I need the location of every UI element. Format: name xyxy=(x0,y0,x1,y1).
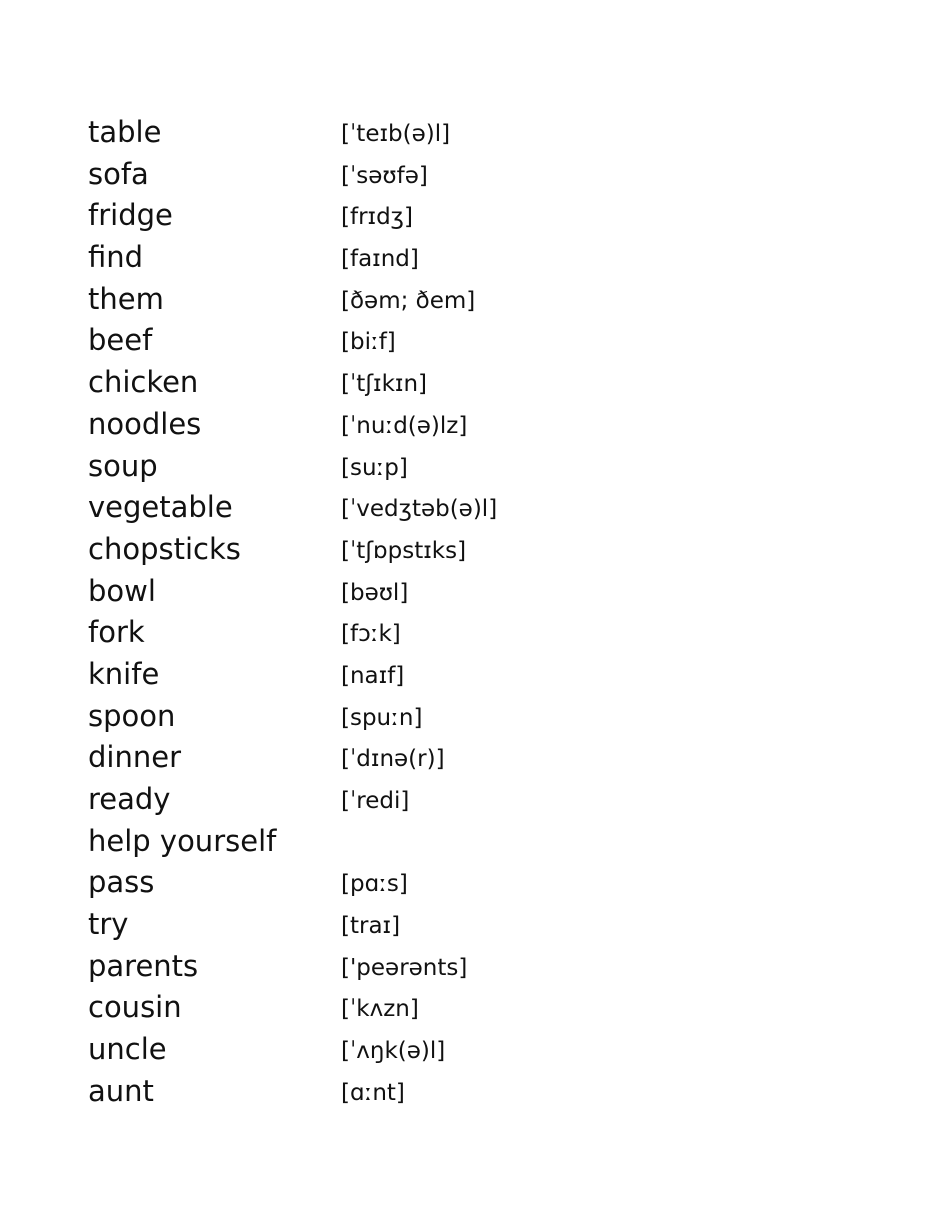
vocab-phonetic: [faɪnd] xyxy=(341,246,419,273)
vocab-row xyxy=(88,862,788,904)
vocab-row xyxy=(88,279,788,321)
vocab-word: cousin xyxy=(88,990,182,1025)
vocab-row xyxy=(88,696,788,738)
vocab-row xyxy=(88,571,788,613)
vocab-phonetic: [ˈvedʒtəb(ə)l] xyxy=(341,496,498,523)
vocab-word: aunt xyxy=(88,1073,154,1108)
vocab-word: try xyxy=(88,907,129,942)
vocab-word: vegetable xyxy=(88,490,233,525)
vocab-row xyxy=(88,946,788,988)
vocab-row xyxy=(88,237,788,279)
vocab-row xyxy=(88,529,788,571)
vocab-word: sofa xyxy=(88,156,149,191)
vocab-phonetic: [ˈnuːd(ə)lz] xyxy=(341,412,468,439)
vocab-word: pass xyxy=(88,865,155,900)
vocab-phonetic: [biːf] xyxy=(341,329,396,356)
vocab-phonetic: [traɪ] xyxy=(341,913,401,940)
vocab-phonetic: [ɑːnt] xyxy=(341,1079,405,1106)
vocab-word: chopsticks xyxy=(88,531,241,566)
vocab-row xyxy=(88,446,788,488)
vocab-word: chicken xyxy=(88,365,199,400)
vocab-word: bowl xyxy=(88,573,156,608)
vocab-word: dinner xyxy=(88,740,181,775)
vocab-phonetic: [ˈʌŋk(ə)l] xyxy=(341,1038,446,1065)
vocab-word: find xyxy=(88,240,144,275)
vocab-row xyxy=(88,1029,788,1071)
vocab-phonetic: [fɔːk] xyxy=(341,621,401,648)
vocab-word: beef xyxy=(88,323,153,358)
vocab-row xyxy=(88,404,788,446)
vocab-word: help yourself xyxy=(88,823,277,858)
vocab-row xyxy=(88,779,788,821)
vocab-row xyxy=(88,737,788,779)
vocab-phonetic: [ˈdɪnə(r)] xyxy=(341,746,445,773)
vocab-row xyxy=(88,195,788,237)
vocab-phonetic: [ˈtʃɒpstɪks] xyxy=(341,537,467,564)
vocab-word: uncle xyxy=(88,1032,167,1067)
vocab-word: them xyxy=(88,281,164,316)
vocab-word: parents xyxy=(88,948,199,983)
vocab-phonetic: [pɑːs] xyxy=(341,871,408,898)
vocab-phonetic: [bəʊl] xyxy=(341,579,409,606)
vocab-row xyxy=(88,320,788,362)
vocab-row xyxy=(88,904,788,946)
vocab-word: fork xyxy=(88,615,145,650)
vocab-word: ready xyxy=(88,782,171,816)
vocab-row xyxy=(88,1071,788,1113)
vocab-row xyxy=(88,154,788,196)
vocab-word: fridge xyxy=(88,198,173,233)
vocabulary-list xyxy=(88,112,788,1113)
vocab-phonetic: [ˈsəʊfə] xyxy=(341,162,428,189)
vocab-row xyxy=(88,112,788,154)
vocab-phonetic: [ˈteɪb(ə)l] xyxy=(341,121,451,147)
vocab-phonetic: [ˈkʌzn] xyxy=(341,996,419,1023)
vocab-word: table xyxy=(88,115,162,149)
vocab-row xyxy=(88,821,788,863)
vocab-word: soup xyxy=(88,448,158,483)
vocab-row xyxy=(88,654,788,696)
vocab-row xyxy=(88,612,788,654)
vocab-phonetic: [ˈtʃɪkɪn] xyxy=(341,371,428,398)
vocab-word: spoon xyxy=(88,698,176,733)
vocab-phonetic: [ðəm; ðem] xyxy=(341,287,476,314)
vocab-phonetic: ['peərənts] xyxy=(341,954,468,981)
vocab-phonetic: [naɪf] xyxy=(341,662,405,689)
vocab-phonetic: [spuːn] xyxy=(341,704,423,731)
vocab-phonetic: [suːp] xyxy=(341,454,408,481)
vocab-word: knife xyxy=(88,656,160,691)
vocab-row xyxy=(88,362,788,404)
vocab-phonetic: [frɪdʒ] xyxy=(341,204,413,231)
vocab-row xyxy=(88,987,788,1029)
vocab-row xyxy=(88,487,788,529)
vocab-word: noodles xyxy=(88,406,202,441)
vocab-phonetic: [ˈredi] xyxy=(341,788,410,814)
